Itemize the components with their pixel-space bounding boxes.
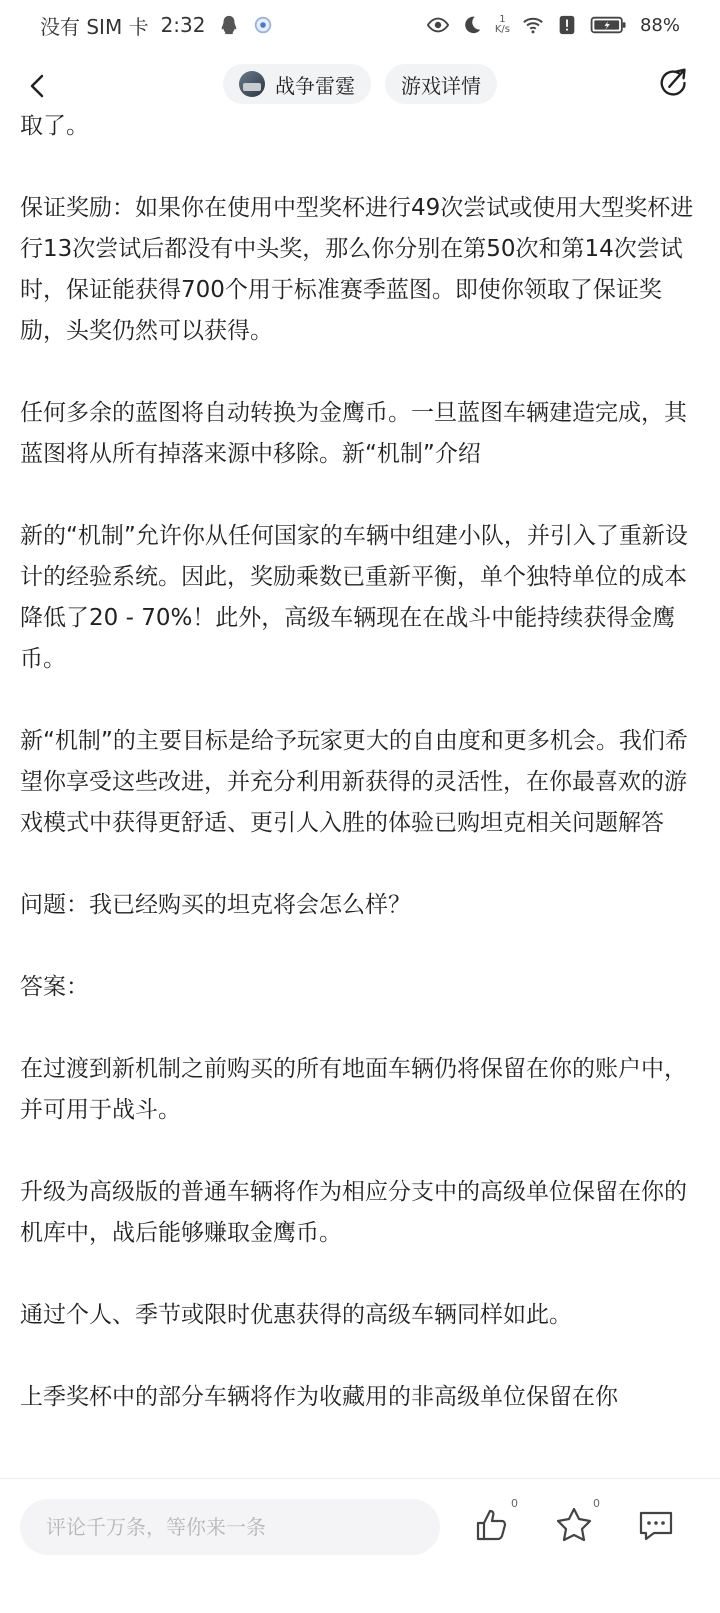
carrier-text: 没有 SIM 卡 [40, 14, 149, 39]
star-icon [552, 1503, 596, 1547]
like-button[interactable] [470, 1497, 518, 1547]
article-body [20, 112, 700, 1477]
alert-icon [556, 14, 578, 36]
article-paragraph: 升级为高级版的普通车辆将作为相应分支中的高级单位保留在你的机库中，战后能够赚取金鹰币。 [20, 1179, 687, 1246]
eye-icon [427, 14, 449, 36]
share-icon[interactable] [656, 64, 694, 102]
comment-input[interactable] [20, 1499, 440, 1555]
article-paragraph: 保证奖励：如果你在使用中型奖杯进行49次尝试或使用大型奖杯进行13次尝试后都没有中头奖，那么你分别在第50次和第14次尝试时，保证能获得700个用于标准赛季蓝图。即使你领取了保证奖励，头奖仍然可以获得。 [20, 195, 694, 344]
game-details-label: 游戏详情 [401, 73, 481, 98]
battery-icon [590, 14, 628, 36]
favorite-count: 0 [593, 1497, 600, 1510]
article-paragraph: 问题：我已经购买的坦克将会怎么样？ [20, 892, 411, 918]
qq-icon [218, 14, 240, 36]
article-paragraph: 通过个人、季节或限时优惠获得的高级车辆同样如此。 [20, 1302, 572, 1328]
app-notification-icon [252, 14, 274, 36]
top-nav [0, 56, 720, 112]
net-speed-value: 1 [499, 14, 506, 25]
article-paragraph: 任何多余的蓝图将自动转换为金鹰币。一旦蓝图车辆建造完成，其蓝图将从所有掉落来源中移除。新“机制”介绍 [20, 400, 687, 467]
article-paragraph: 新“机制”的主要目标是给予玩家更大的自由度和更多机会。我们希望你享受这些改进，并充分利用新获得的灵活性，在你最喜欢的游戏模式中获得更舒适、更引人入胜的体验已购坦克相关问题解答 [20, 728, 688, 836]
game-chip-label: 战争雷霆 [275, 73, 355, 98]
net-speed-unit: K/s [494, 24, 510, 35]
article-paragraph: 新的“机制”允许你从任何国家的车辆中组建小队，并引入了重新设计的经验系统。因此，奖励乘数已重新平衡，单个独特单位的成本降低了20 - 70%！此外，高级车辆现在在战斗中能持续获得金鹰币。 [20, 523, 688, 672]
game-avatar [239, 71, 265, 97]
moon-icon [461, 14, 483, 36]
article-paragraph: 答案： [20, 974, 89, 1000]
net-speed [495, 15, 510, 35]
game-chip[interactable] [223, 64, 371, 104]
article-paragraph: 在过渡到新机制之前购买的所有地面车辆仍将保留在你的账户中，并可用于战斗。 [20, 1056, 687, 1123]
article-paragraph: 上季奖杯中的部分车辆将作为收藏用的非高级单位保留在你 [20, 1384, 618, 1410]
bottom-action-bar [0, 1478, 720, 1613]
status-time: 2:32 [160, 13, 206, 37]
like-count: 0 [511, 1497, 518, 1510]
comment-bubble-icon [634, 1503, 678, 1547]
game-details-chip[interactable] [385, 64, 497, 104]
status-bar [0, 0, 720, 50]
article-paragraph: 取了。 [20, 113, 89, 139]
comment-button[interactable] [634, 1503, 678, 1547]
wifi-icon [522, 14, 544, 36]
status-left [40, 11, 274, 40]
back-arrow-icon[interactable] [18, 66, 58, 106]
favorite-button[interactable] [552, 1497, 600, 1547]
thumbs-up-icon [470, 1503, 514, 1547]
status-right [427, 14, 680, 36]
battery-percent: 88% [639, 14, 680, 36]
